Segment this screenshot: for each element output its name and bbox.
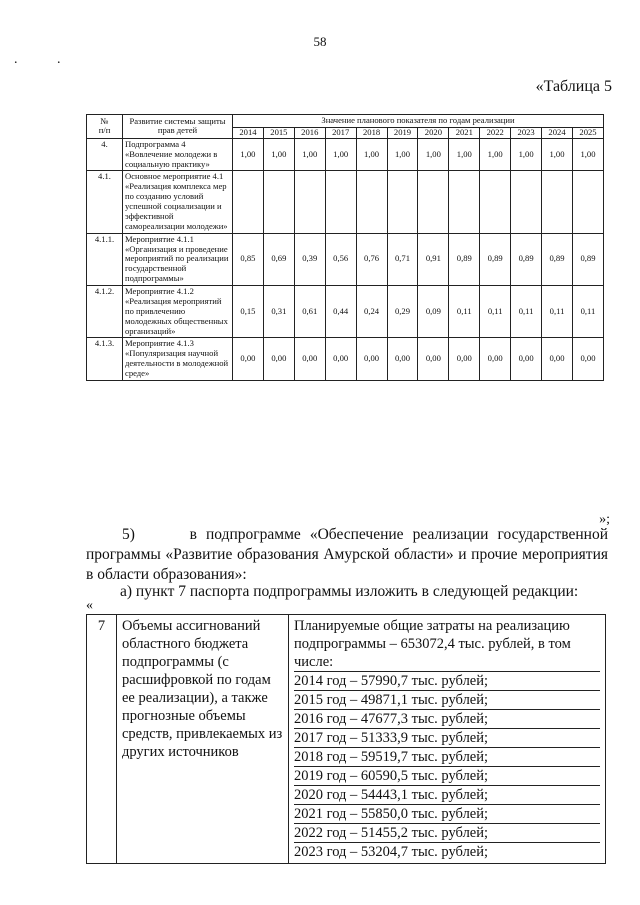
row-value: 0,89 [480, 233, 511, 285]
row-value: 0,39 [294, 233, 325, 285]
row-value: 1,00 [233, 138, 264, 171]
passport-intro: Планируемые общие затраты на реализацию подпрограммы – 653072,4 тыс. рублей, в том числе: [294, 618, 571, 670]
row-value: 0,69 [263, 233, 294, 285]
passport-row-7 [87, 615, 606, 864]
row-value: 0,89 [449, 233, 480, 285]
paragraph-5-text: в подпрограмме «Обеспечение реализации государственной программы «Развитие образования Амурской области» и прочие мероприятия в области образования»: [86, 526, 608, 583]
row-value [418, 171, 449, 233]
row-name: Мероприятие 4.1.1 «Организация и проведение мероприятий по реализации государственной подпрограммы» [123, 233, 233, 285]
row-value: 0,00 [572, 338, 603, 381]
year-header: 2015 [263, 127, 294, 138]
row-value: 0,11 [480, 286, 511, 338]
row-value: 0,89 [511, 233, 542, 285]
passport-year-line: 2022 год – 51455,2 тыс. рублей; [294, 823, 600, 842]
indicator-table [86, 114, 604, 381]
row-number: 4.1.3. [87, 338, 123, 381]
row-value: 0,44 [325, 286, 356, 338]
table-row [87, 338, 604, 381]
year-header: 2016 [294, 127, 325, 138]
row-value: 1,00 [325, 138, 356, 171]
passport-year-line: 2017 год – 51333,9 тыс. рублей; [294, 728, 600, 747]
row-value: 1,00 [511, 138, 542, 171]
row-number: 4.1.1. [87, 233, 123, 285]
table-row [87, 233, 604, 285]
year-header: 2014 [233, 127, 264, 138]
passport-year-line: 2020 год – 54443,1 тыс. рублей; [294, 785, 600, 804]
passport-row-label: Объемы ассигнований областного бюджета подпрограммы (с расшифровкой по годам ее реализации), а также прогнозные объемы средств, привлекаемых из других источников [117, 615, 289, 864]
year-header: 2019 [387, 127, 418, 138]
row-value: 1,00 [263, 138, 294, 171]
passport-year-line: 2014 год – 57990,7 тыс. рублей; [294, 671, 600, 690]
row-value [542, 171, 573, 233]
page-number: 58 [313, 34, 327, 49]
row-number: 4.1.2. [87, 286, 123, 338]
year-header: 2023 [511, 127, 542, 138]
year-header: 2020 [418, 127, 449, 138]
row-value: 0,00 [356, 338, 387, 381]
header-num: № п/п [87, 115, 123, 139]
row-value: 0,00 [263, 338, 294, 381]
scan-marks: . . [14, 52, 79, 67]
paragraph-5-number: 5) [122, 526, 135, 543]
passport-year-line: 2023 год – 53204,7 тыс. рублей; [294, 842, 600, 861]
paragraph-5 [86, 525, 608, 585]
row-value: 0,89 [542, 233, 573, 285]
row-value [511, 171, 542, 233]
table-row [87, 171, 604, 233]
year-header: 2024 [542, 127, 573, 138]
row-value: 0,11 [542, 286, 573, 338]
year-header: 2021 [449, 127, 480, 138]
passport-year-line: 2018 год – 59519,7 тыс. рублей; [294, 747, 600, 766]
passport-year-line: 2016 год – 47677,3 тыс. рублей; [294, 709, 600, 728]
row-value: 0,11 [572, 286, 603, 338]
row-value: 0,09 [418, 286, 449, 338]
year-header: 2022 [480, 127, 511, 138]
row-value: 0,00 [511, 338, 542, 381]
passport-year-line: 2015 год – 49871,1 тыс. рублей; [294, 690, 600, 709]
row-value: 0,00 [387, 338, 418, 381]
row-value [480, 171, 511, 233]
row-value [387, 171, 418, 233]
year-header: 2018 [356, 127, 387, 138]
table-row [87, 286, 604, 338]
passport-row-content [289, 615, 606, 864]
row-value: 0,11 [449, 286, 480, 338]
row-value: 0,00 [325, 338, 356, 381]
row-value: 0,00 [449, 338, 480, 381]
row-value: 0,15 [233, 286, 264, 338]
row-value: 1,00 [387, 138, 418, 171]
row-value [325, 171, 356, 233]
row-value: 0,00 [294, 338, 325, 381]
row-value: 0,85 [233, 233, 264, 285]
opening-quote: « [86, 598, 93, 613]
row-value: 0,89 [572, 233, 603, 285]
row-value: 0,31 [263, 286, 294, 338]
row-value: 0,00 [542, 338, 573, 381]
row-name: Мероприятие 4.1.2 «Реализация мероприятий по привлечению молодежных общественных организаций» [123, 286, 233, 338]
row-value [356, 171, 387, 233]
row-value: 0,29 [387, 286, 418, 338]
row-value: 0,11 [511, 286, 542, 338]
year-header: 2025 [572, 127, 603, 138]
header-values: Значение планового показателя по годам реализации [233, 115, 604, 128]
passport-table [86, 614, 606, 864]
row-value: 1,00 [572, 138, 603, 171]
row-value [294, 171, 325, 233]
passport-row-number: 7 [87, 615, 117, 864]
row-value: 0,76 [356, 233, 387, 285]
row-name: Мероприятие 4.1.3 «Популяризация научной деятельности в молодежной среде» [123, 338, 233, 381]
row-value: 1,00 [542, 138, 573, 171]
row-value: 0,61 [294, 286, 325, 338]
header-name: Развитие системы защиты прав детей [123, 115, 233, 139]
row-number: 4.1. [87, 171, 123, 233]
row-value: 0,91 [418, 233, 449, 285]
row-value: 0,56 [325, 233, 356, 285]
row-value [449, 171, 480, 233]
row-value: 1,00 [356, 138, 387, 171]
row-name: Подпрограмма 4 «Вовлечение молодежи в социальную практику» [123, 138, 233, 171]
row-value: 1,00 [294, 138, 325, 171]
row-value: 1,00 [449, 138, 480, 171]
row-value: 0,71 [387, 233, 418, 285]
row-value: 0,00 [233, 338, 264, 381]
row-value [263, 171, 294, 233]
table-caption: «Таблица 5 [535, 78, 612, 95]
row-value: 0,24 [356, 286, 387, 338]
row-number: 4. [87, 138, 123, 171]
paragraph-a: а) пункт 7 паспорта подпрограммы изложить в следующей редакции: [120, 583, 579, 600]
closing-quote: »; [599, 512, 610, 527]
row-value [233, 171, 264, 233]
passport-year-line: 2021 год – 55850,0 тыс. рублей; [294, 804, 600, 823]
row-value: 1,00 [480, 138, 511, 171]
table-row [87, 138, 604, 171]
row-value: 0,00 [418, 338, 449, 381]
passport-year-line: 2019 год – 60590,5 тыс. рублей; [294, 766, 600, 785]
row-value: 0,00 [480, 338, 511, 381]
year-header: 2017 [325, 127, 356, 138]
indicator-table-body [87, 138, 604, 380]
row-name: Основное мероприятие 4.1 «Реализация комплекса мер по созданию условий успешной социализации и эффективной самореализации молодежи» [123, 171, 233, 233]
row-value [572, 171, 603, 233]
row-value: 1,00 [418, 138, 449, 171]
